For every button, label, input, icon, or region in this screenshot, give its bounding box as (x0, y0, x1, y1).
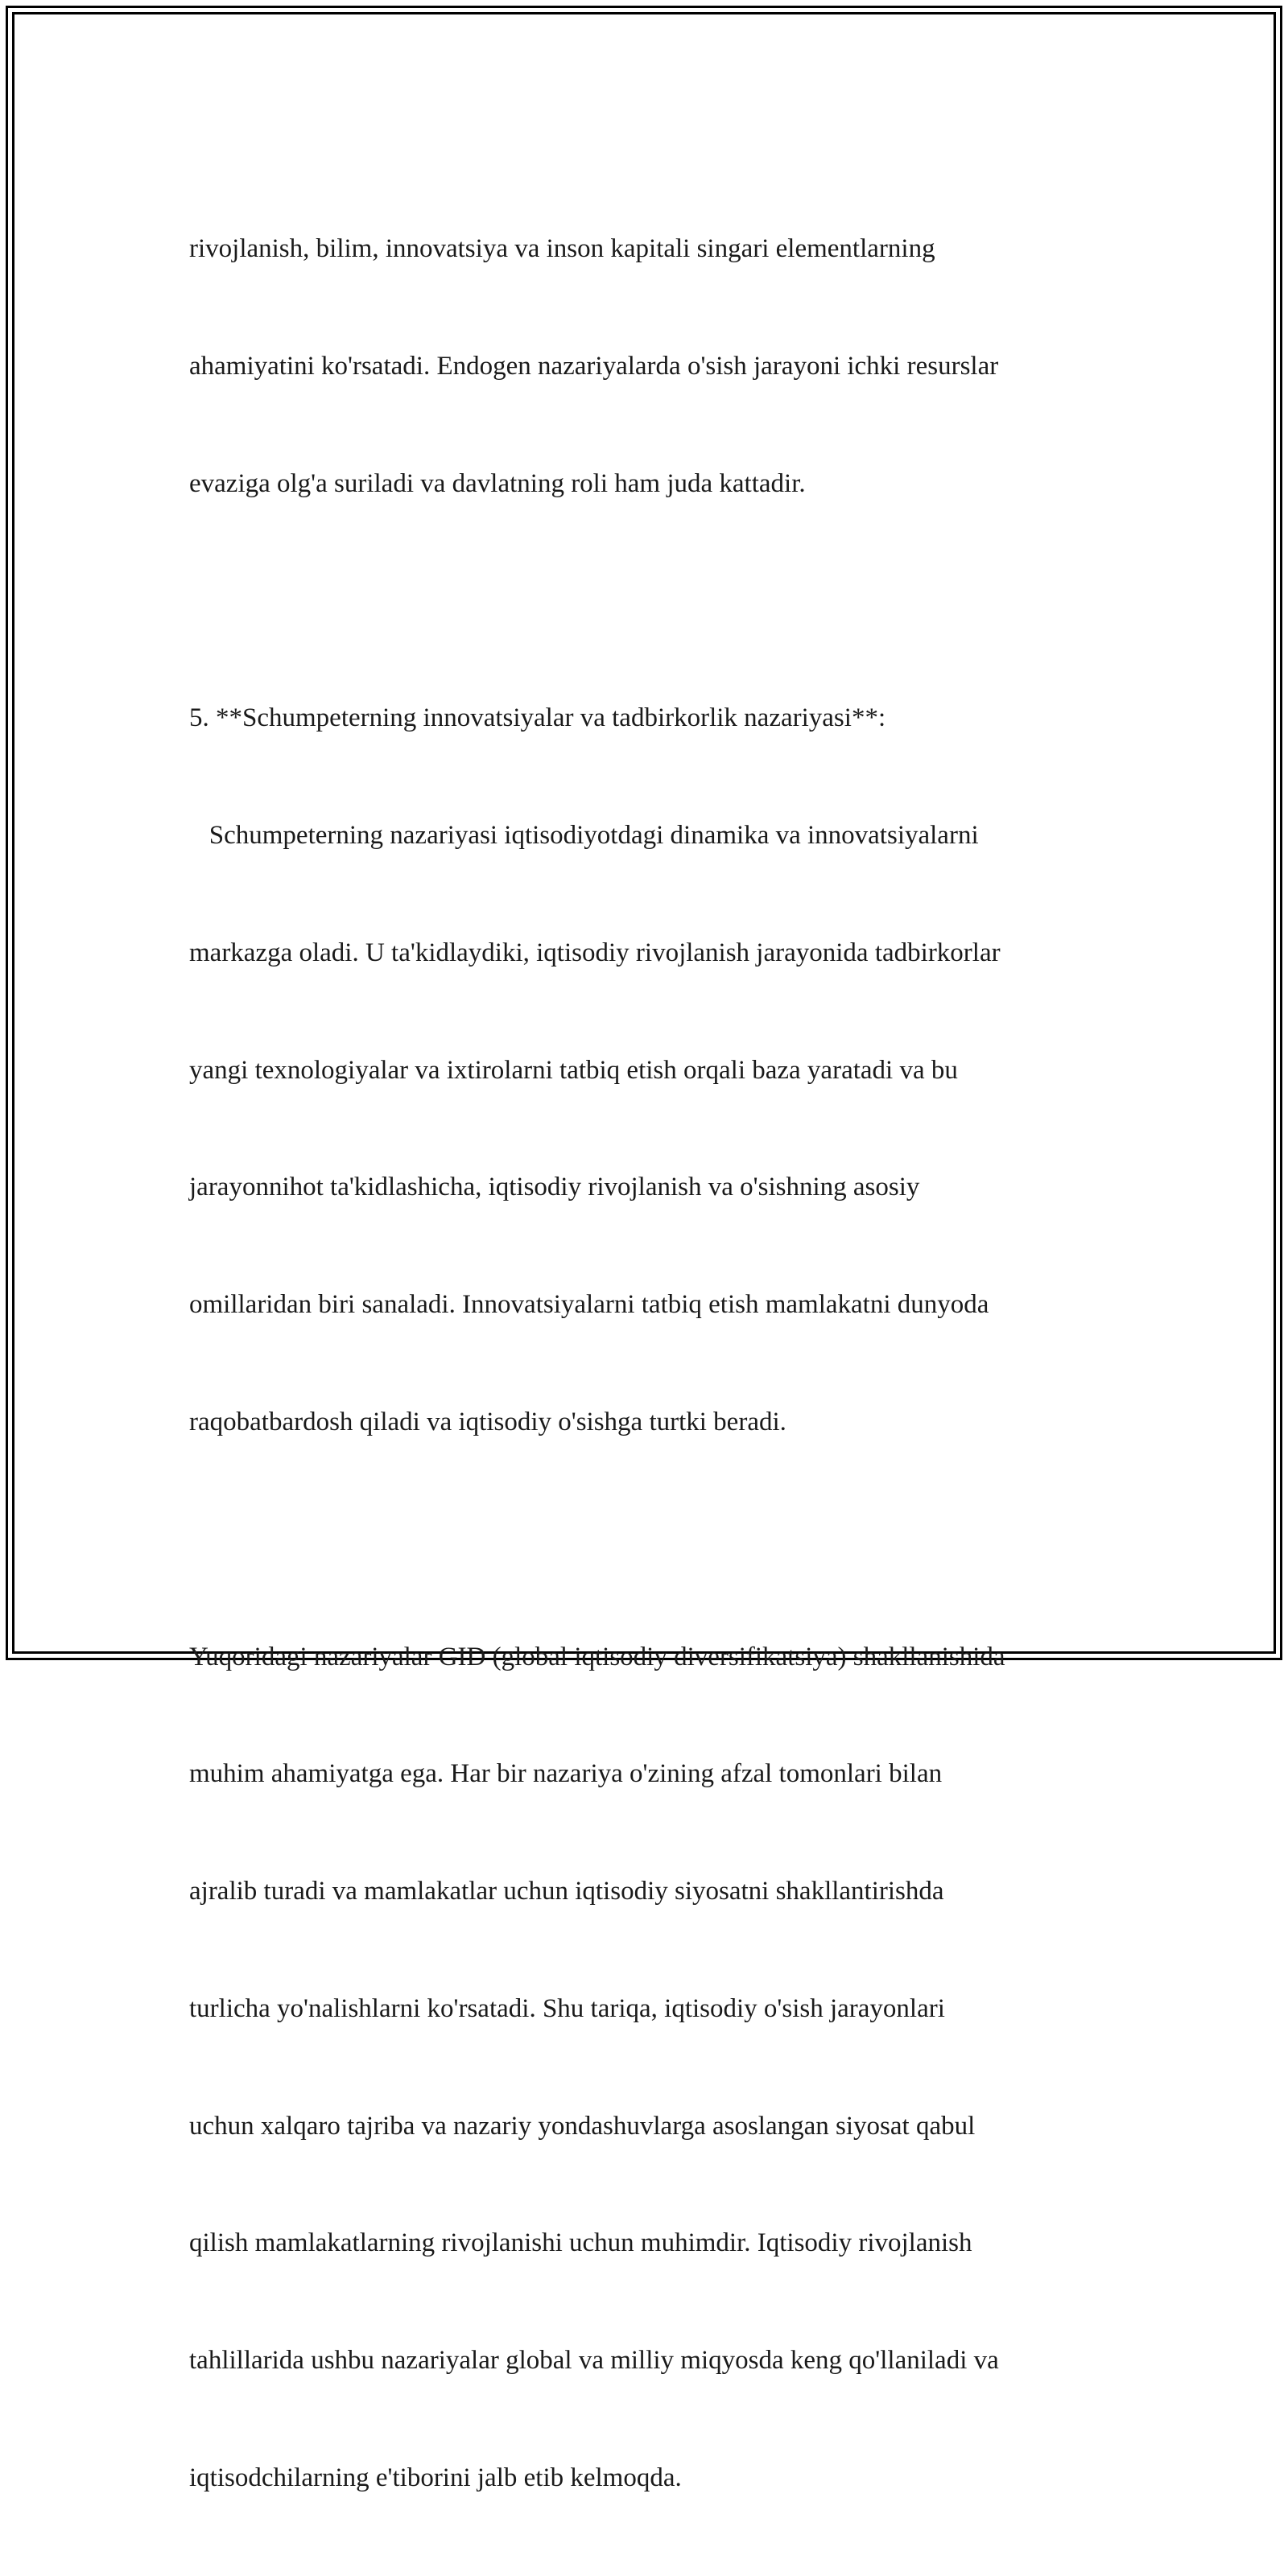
text-line: muhim ahamiyatga ega. Har bir nazariya o'zining afzal tomonlari bilan (189, 1759, 943, 1789)
paragraph-spacer (189, 1520, 1123, 1560)
document-body (189, 151, 1123, 2576)
paragraph-spacer (189, 582, 1123, 621)
text-line: tahlillarida ushbu nazariyalar global va milliy miqyosda keng qo'llaniladi va (189, 2346, 999, 2376)
text-line: jarayonnihot ta'kidlashicha, iqtisodiy rivojlanish va o'sishning asosiy (189, 1173, 920, 1202)
paragraph-conclusion (189, 1559, 1123, 2575)
text-line: raqobatbardosh qiladi va iqtisodiy o'sishga turtki beradi. (189, 1408, 786, 1436)
paragraph-endogen-continuation (189, 151, 1123, 582)
text-line: evaziga olg'a suriladi va davlatning roli ham juda kattadir. (189, 468, 806, 498)
section-heading: 5. **Schumpeterning innovatsiyalar va tadbirkorlik nazariyasi**: (189, 703, 886, 733)
text-line: turlicha yo'nalishlarni ko'rsatadi. Shu tariqa, iqtisodiy o'sish jarayonlari (189, 1993, 945, 2023)
text-line: Schumpeterning nazariyasi iqtisodiyotdagi dinamika va innovatsiyalarni (189, 821, 979, 851)
text-line: omillaridan biri sanaladi. Innovatsiyalarni tatbiq etish mamlakatni dunyoda (189, 1290, 989, 1320)
text-line: iqtisodchilarning e'tiborini jalb etib kelmoqda. (189, 2463, 682, 2493)
text-line: Yuqoridagi nazariyalar GID (global iqtisodiy diversifikatsiya) shakllanishida (189, 1642, 1005, 1671)
text-line: uchun xalqaro tajriba va nazariy yondashuvlarga asoslangan siyosat qabul (189, 2111, 976, 2141)
text-line: qilish mamlakatlarning rivojlanishi uchun muhimdir. Iqtisodiy rivojlanish (189, 2228, 972, 2258)
text-line: rivojlanish, bilim, innovatsiya va inson kapitali singari elementlarning (189, 234, 935, 264)
paragraph-schumpeter (189, 620, 1123, 1520)
text-line: ajralib turadi va mamlakatlar uchun iqtisodiy siyosatni shakllantirishda (189, 1877, 944, 1906)
text-line: ahamiyatini ko'rsatadi. Endogen nazariyalarda o'sish jarayoni ichki resurslar (189, 351, 999, 381)
text-line: markazga oladi. U ta'kidlaydiki, iqtisodiy rivojlanish jarayonida tadbirkorlar (189, 938, 1001, 967)
text-line: yangi texnologiyalar va ixtirolarni tatbiq etish orqali baza yaratadi va bu (189, 1055, 958, 1085)
